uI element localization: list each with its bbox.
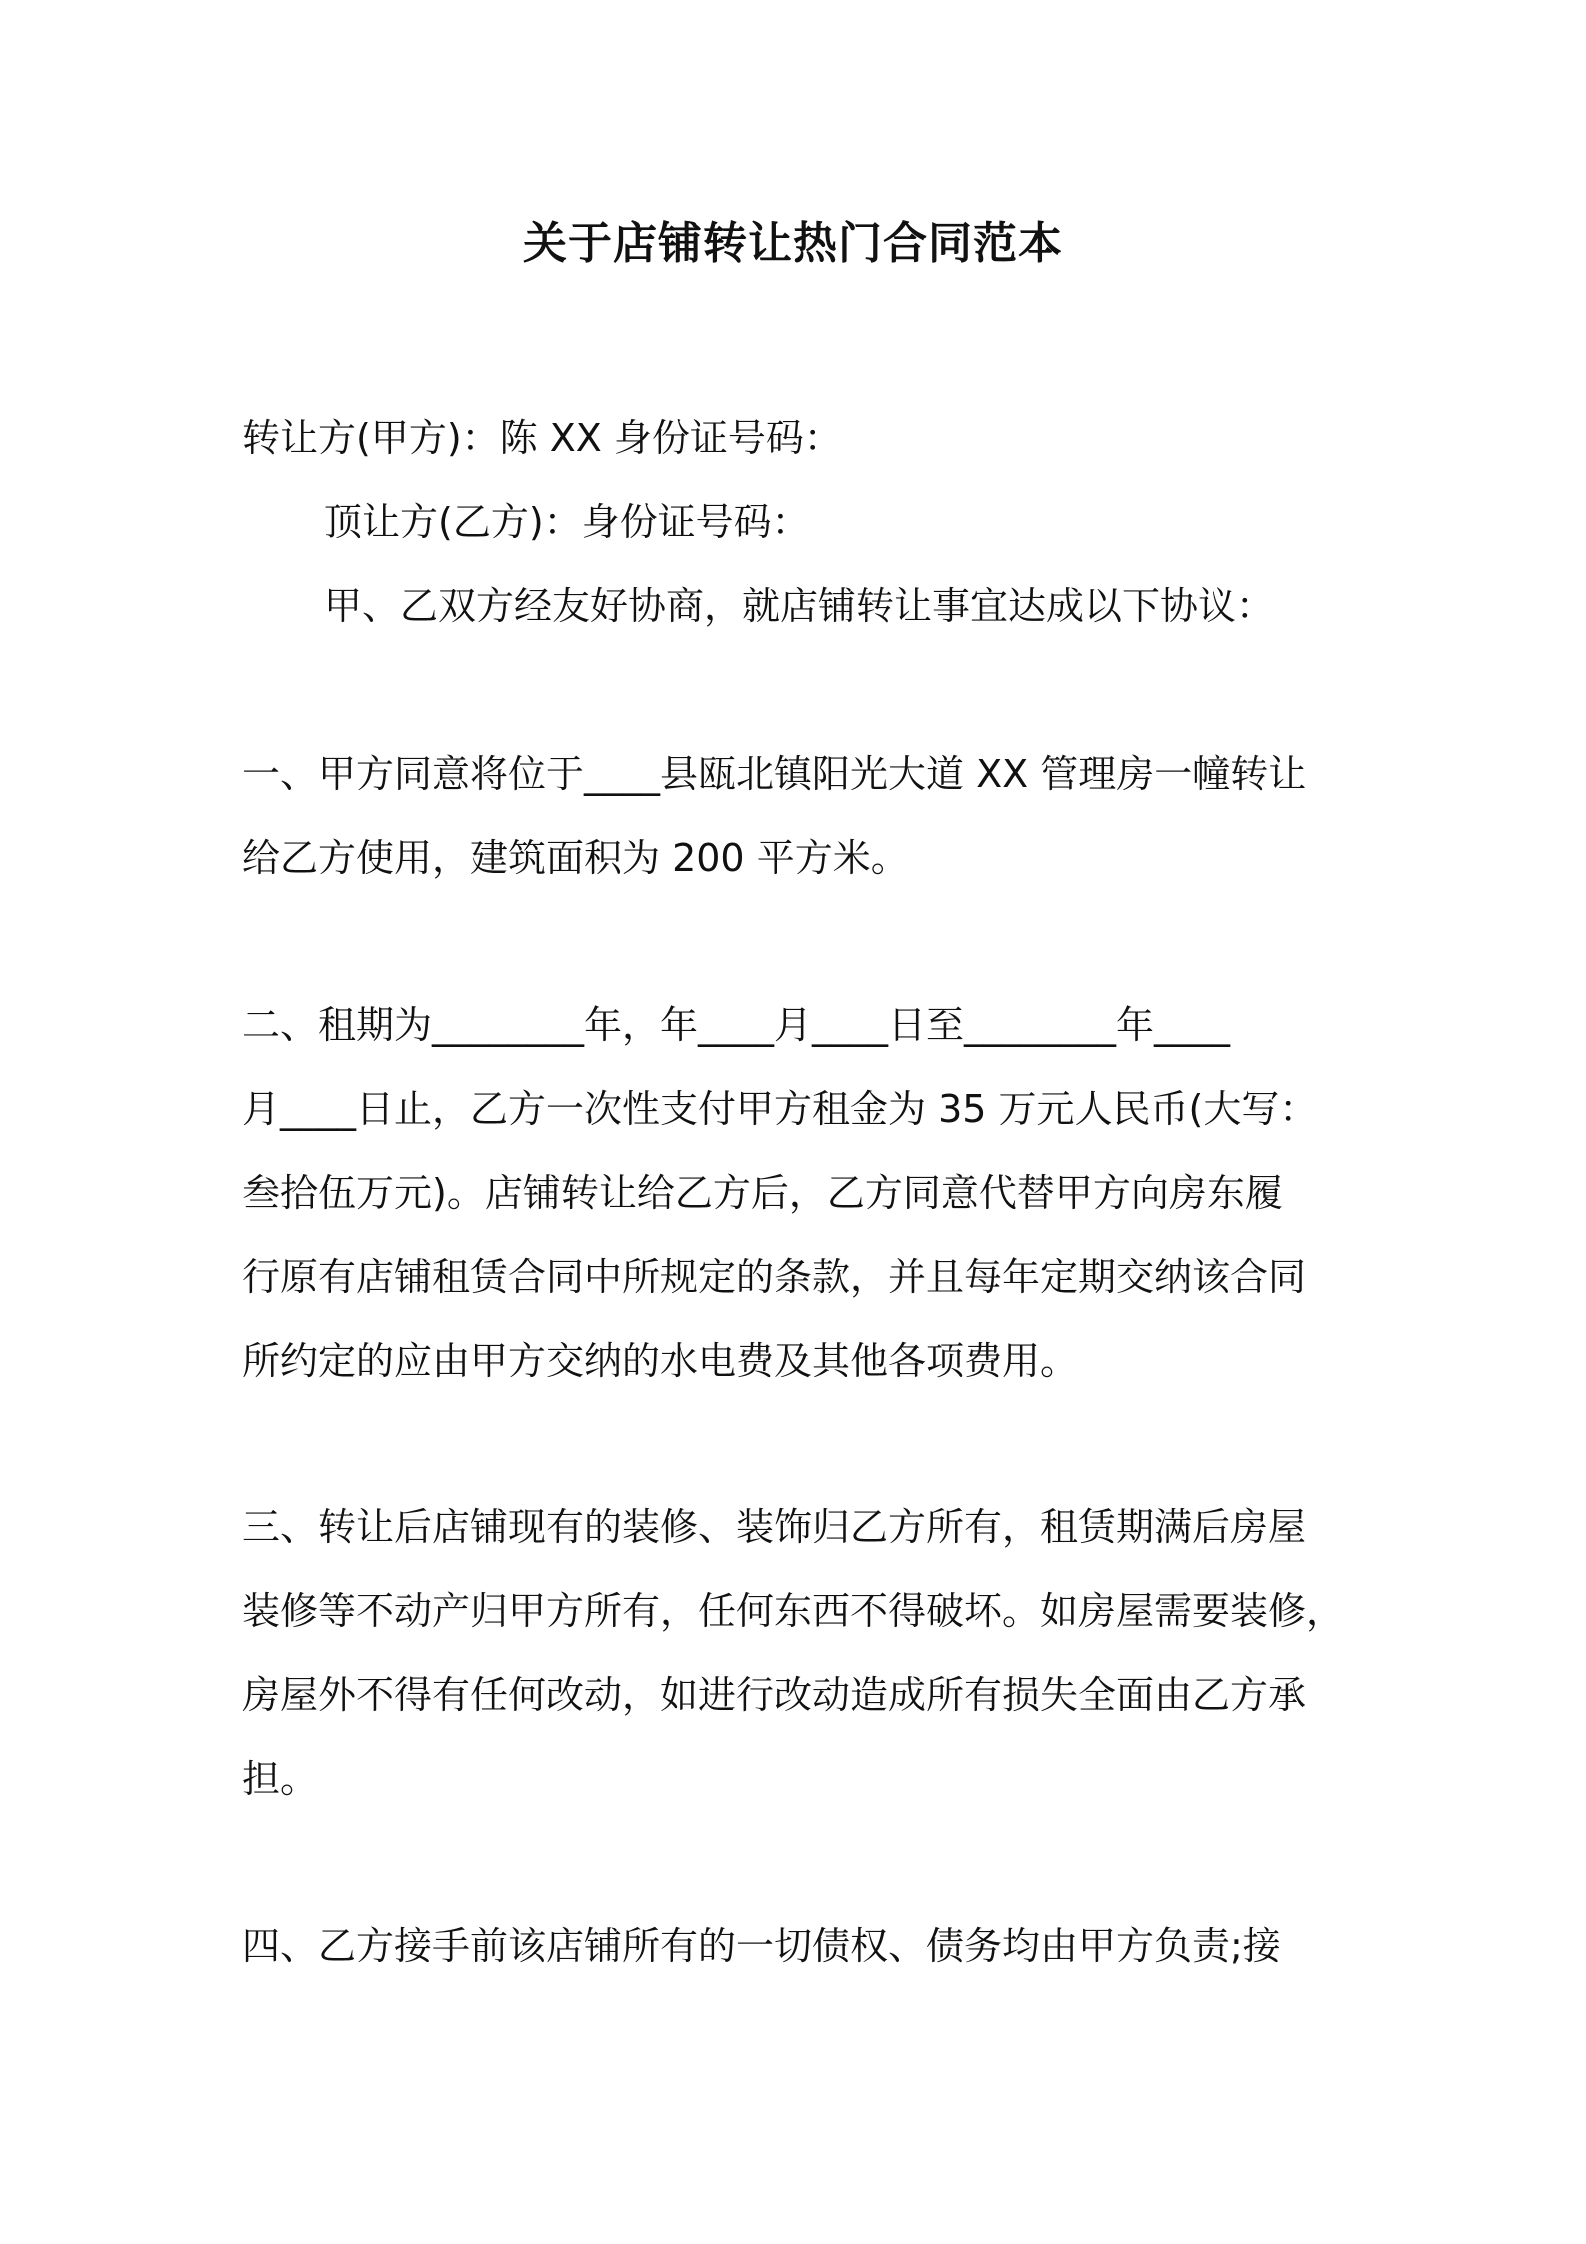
clause-line: 行原有店铺租赁合同中所规定的条款，并且每年定期交纳该合同	[242, 1255, 1307, 1299]
clause-line: 一、甲方同意将位于____县瓯北镇阳光大道 XX 管理房一幢转让	[242, 752, 1307, 796]
transferee-line: 顶让方(乙方)：身份证号码：	[324, 500, 810, 544]
clause-line: 三、转让后店铺现有的装修、装饰归乙方所有，租赁期满后房屋	[242, 1505, 1307, 1549]
clause-line: 装修等不动产归甲方所有，任何东西不得破坏。如房屋需要装修，	[242, 1589, 1345, 1633]
clause-line: 房屋外不得有任何改动，如进行改动造成所有损失全面由乙方承	[242, 1673, 1307, 1717]
agreement-intro: 甲、乙双方经友好协商，就店铺转让事宜达成以下协议：	[324, 584, 1275, 628]
clause-line: 四、乙方接手前该店铺所有的一切债权、债务均由甲方负责;接	[242, 1924, 1281, 1968]
clause-line: 二、租期为________年，年____月____日至________年____	[242, 1003, 1231, 1047]
clause-line: 担。	[242, 1757, 319, 1801]
transferor-line: 转让方(甲方)：陈 XX 身份证号码：	[242, 416, 842, 460]
clause-line: 月____日止，乙方一次性支付甲方租金为 35 万元人民币(大写：	[242, 1087, 1318, 1131]
clause-line: 所约定的应由甲方交纳的水电费及其他各项费用。	[242, 1339, 1079, 1383]
document-title: 关于店铺转让热门合同范本	[523, 218, 1063, 269]
clause-line: 叁拾伍万元)。店铺转让给乙方后，乙方同意代替甲方向房东履	[242, 1171, 1283, 1215]
clause-line: 给乙方使用，建筑面积为 200 平方米。	[242, 836, 909, 880]
